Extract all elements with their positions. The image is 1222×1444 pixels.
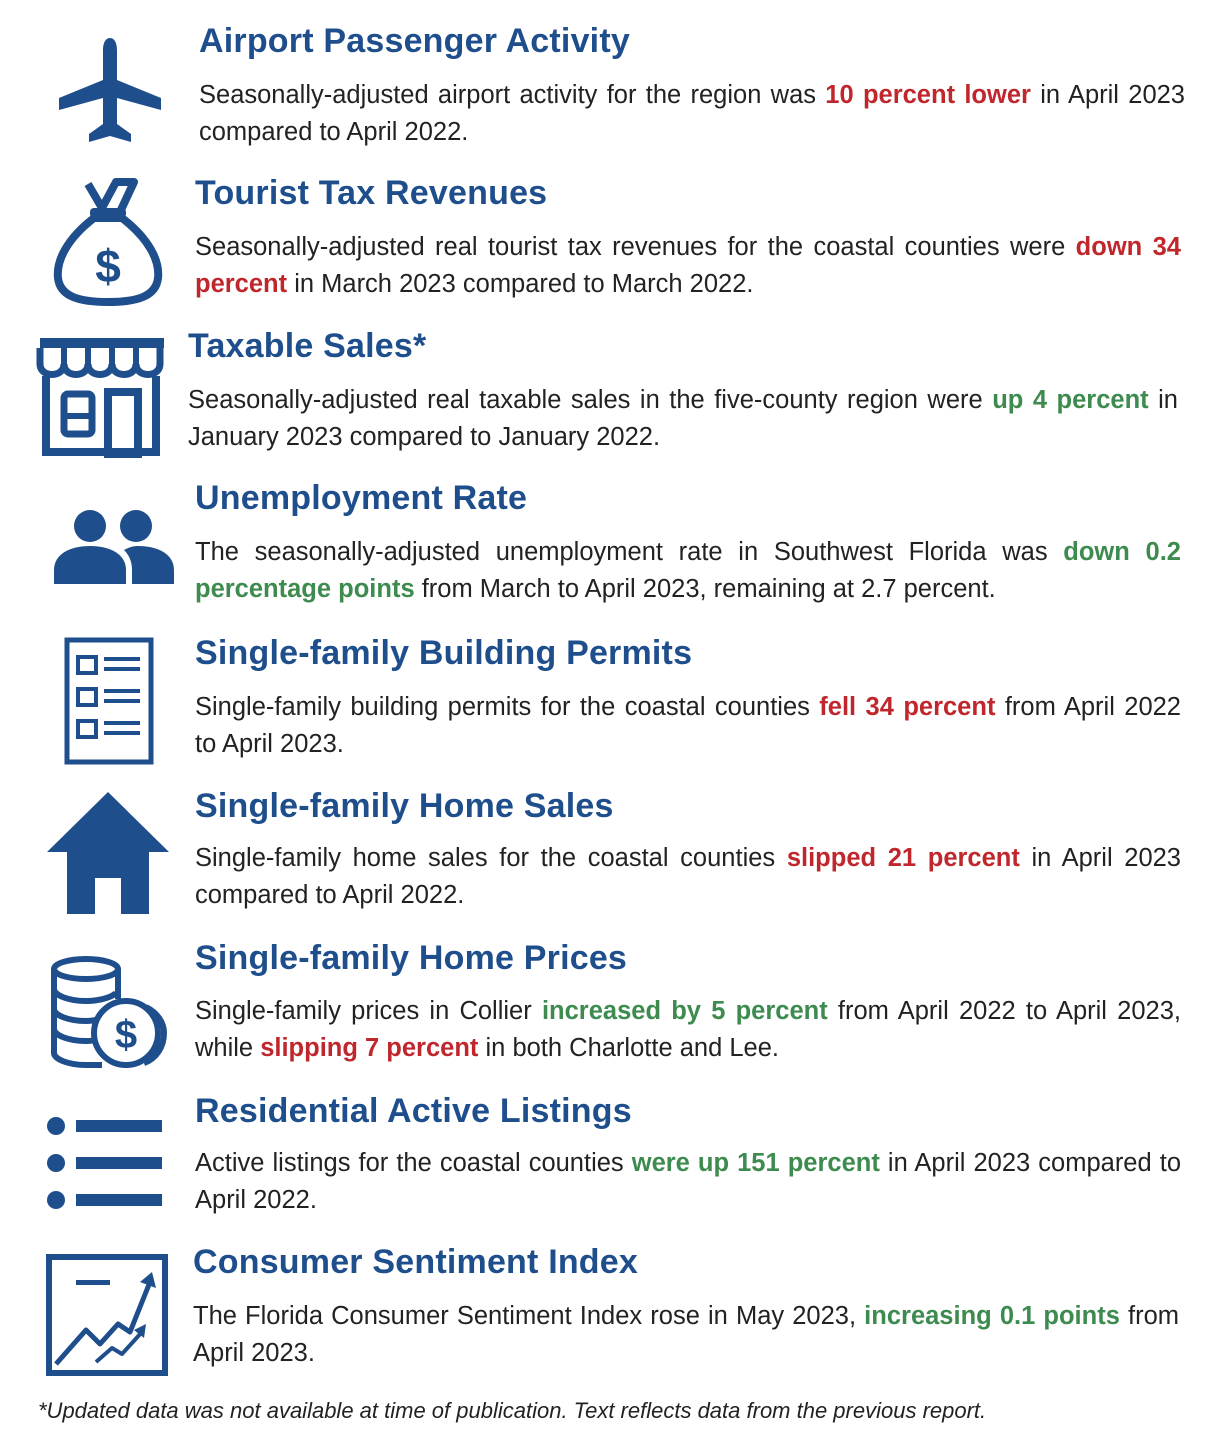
description-text: in April 2023 compared to April 2022. <box>199 81 1185 146</box>
storefront-icon <box>36 334 168 458</box>
highlight-positive: increasing 0.1 points <box>864 1302 1120 1330</box>
description-text: Seasonally-adjusted real taxable sales in the five-county region were <box>188 386 993 414</box>
highlight-negative: 10 percent lower <box>825 81 1031 109</box>
description-text: Single-family building permits for the coastal counties <box>195 693 820 721</box>
description-text: in January 2023 compared to January 2022. <box>188 386 1178 451</box>
section-title: Single-family Building Permits <box>195 634 693 672</box>
description-text: Single-family home sales for the coastal counties <box>195 844 787 872</box>
description-text: from April 2022 to April 2023. <box>195 693 1181 758</box>
section-description <box>195 840 1181 914</box>
section-description <box>188 382 1178 456</box>
description-text: from March to April 2023, remaining at 2.7 percent. <box>414 575 996 603</box>
description-text: Single-family prices in Collier <box>195 997 542 1025</box>
description-text: Active listings for the coastal counties <box>195 1149 632 1177</box>
description-text: from April 2023. <box>193 1302 1180 1367</box>
highlight-positive: were up 151 percent <box>631 1149 880 1177</box>
description-text: Seasonally-adjusted real tourist tax revenues for the coastal counties were <box>195 233 1076 261</box>
description-text: Seasonally-adjusted airport activity for the region was <box>199 81 826 109</box>
airplane-icon <box>55 36 165 144</box>
highlight-positive: increased by 5 percent <box>541 997 828 1025</box>
section-title: Single-family Home Sales <box>195 787 614 825</box>
section-description <box>195 689 1181 763</box>
money-bag-icon <box>50 178 166 306</box>
section-title: Taxable Sales* <box>188 327 427 365</box>
section-title: Consumer Sentiment Index <box>193 1243 638 1281</box>
description-text: from April 2022 to April 2023, while <box>195 997 1181 1062</box>
highlight-negative: slipped 21 percent <box>786 844 1020 872</box>
people-icon <box>52 508 176 588</box>
section-title: Single-family Home Prices <box>195 939 628 977</box>
description-text: in April 2023 compared to April 2022. <box>195 844 1181 909</box>
section-description <box>193 1298 1179 1372</box>
trend-chart-icon <box>46 1254 168 1376</box>
highlight-negative: fell 34 percent <box>819 693 996 721</box>
section-description <box>199 77 1185 151</box>
description-text: in March 2023 compared to March 2022. <box>287 270 754 298</box>
highlight-positive: down 0.2 percentage points <box>195 538 1181 603</box>
house-icon <box>45 790 171 916</box>
bulleted-list-icon <box>46 1114 164 1212</box>
footnote: *Updated data was not available at time of publication. Text reflects data from the previous report. <box>38 1398 987 1423</box>
description-text: in both Charlotte and Lee. <box>478 1034 779 1062</box>
description-text: The Florida Consumer Sentiment Index rose in May 2023, <box>193 1302 865 1330</box>
section-description <box>195 534 1181 608</box>
highlight-positive: up 4 percent <box>992 386 1149 414</box>
highlight-negative: slipping 7 percent <box>260 1034 479 1062</box>
highlight-negative: down 34 percent <box>195 233 1181 298</box>
section-title: Airport Passenger Activity <box>199 22 630 60</box>
checklist-document-icon <box>64 637 154 765</box>
svg-text:$: $ <box>95 240 121 292</box>
coin-stack-icon <box>50 955 168 1069</box>
section-title: Tourist Tax Revenues <box>195 174 548 212</box>
section-title: Unemployment Rate <box>195 479 528 517</box>
section-description <box>195 993 1181 1067</box>
section-title: Residential Active Listings <box>195 1092 632 1130</box>
section-description <box>195 229 1181 303</box>
section-description <box>195 1145 1181 1219</box>
svg-text:$: $ <box>114 1013 138 1057</box>
description-text: in April 2023 compared to April 2022. <box>195 1149 1181 1214</box>
description-text: The seasonally-adjusted unemployment rate in Southwest Florida was <box>195 538 1064 566</box>
